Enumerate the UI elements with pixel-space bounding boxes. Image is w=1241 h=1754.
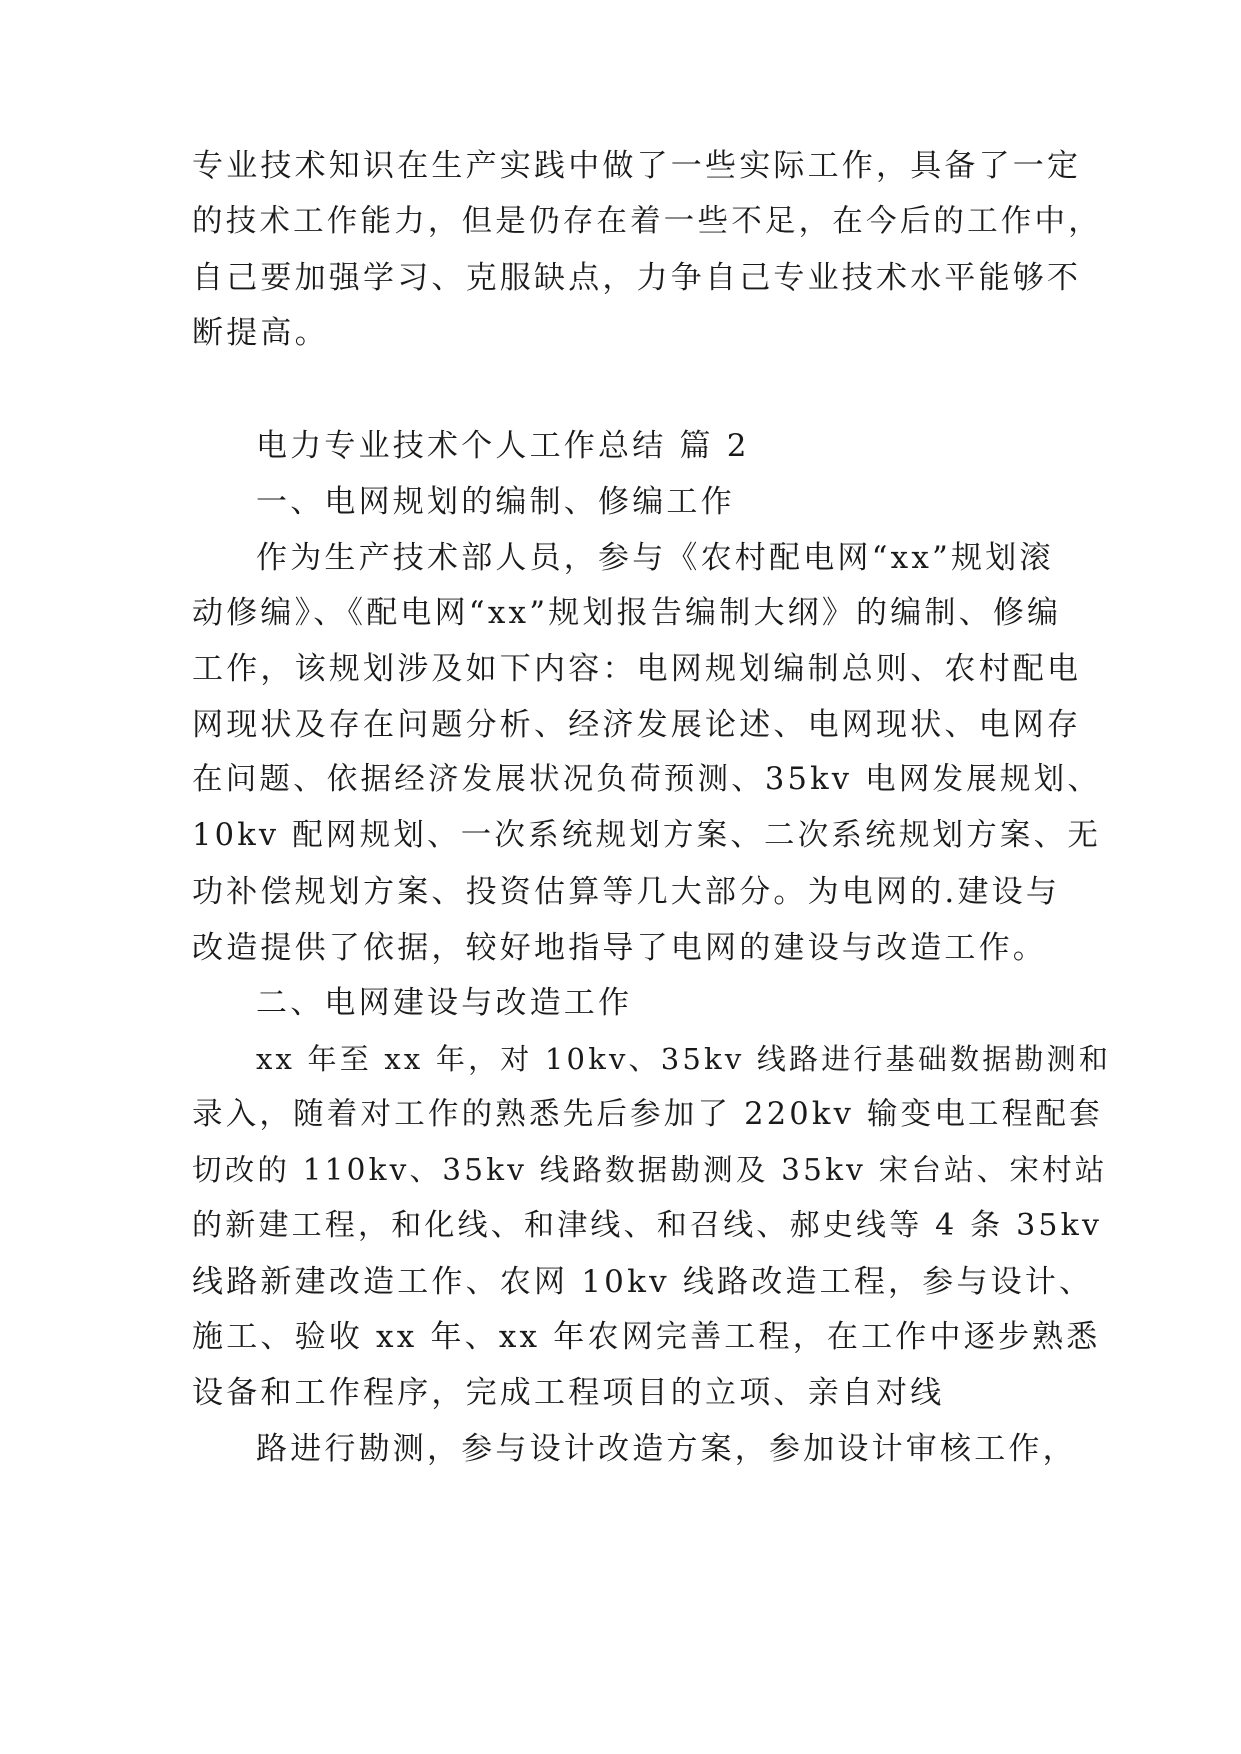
section-title: 电力专业技术个人工作总结 篇 2 <box>256 428 750 464</box>
paragraph-line: 的新建工程，和化线、和津线、和召线、郝史线等 4 条 35kv <box>192 1208 1103 1243</box>
paragraph-line: 自己要加强学习、克服缺点，力争自己专业技术水平能够不 <box>192 260 1082 296</box>
paragraph-line: 线路新建改造工作、农网 10kv 线路改造工程，参与设计、 <box>192 1264 1094 1300</box>
paragraph-line: 断提高。 <box>192 315 329 351</box>
paragraph-line: 改造提供了依据，较好地指导了电网的建设与改造工作。 <box>192 930 1047 966</box>
paragraph-line: 的技术工作能力，但是仍存在着一些不足，在今后的工作中， <box>192 204 1102 239</box>
paragraph-line: 路进行勘测，参与设计改造方案，参加设计审核工作， <box>256 1431 1077 1467</box>
paragraph-line: 专业技术知识在生产实践中做了一些实际工作，具备了一定 <box>192 148 1082 184</box>
paragraph-line: 录入，随着对工作的熟悉先后参加了 220kv 输变电工程配套 <box>192 1097 1103 1132</box>
paragraph-line: 设备和工作程序，完成工程项目的立项、亲自对线 <box>192 1375 945 1411</box>
paragraph-line: 10kv 配网规划、一次系统规划方案、二次系统规划方案、无 <box>192 818 1102 853</box>
paragraph-line: xx 年至 xx 年，对 10kv、35kv 线路进行基础数据勘测和 <box>256 1042 1112 1076</box>
paragraph-line: 作为生产技术部人员，参与《农村配电网“xx”规划滚 <box>256 540 1054 576</box>
paragraph-line: 动修编》、《配电网“xx”规划报告编制大纲》的编制、修编 <box>192 595 1062 631</box>
paragraph-line: 切改的 110kv、35kv 线路数据勘测及 35kv 宋台站、宋村站 <box>192 1153 1108 1187</box>
paragraph-line: 在问题、依据经济发展状况负荷预测、35kv 电网发展规划、 <box>192 762 1102 797</box>
section-heading: 二、电网建设与改造工作 <box>256 985 633 1021</box>
paragraph-line: 功补偿规划方案、投资估算等几大部分。为电网的.建设与 <box>192 874 1061 910</box>
paragraph-line: 施工、验收 xx 年、xx 年农网完善工程，在工作中逐步熟悉 <box>192 1319 1101 1355</box>
paragraph-line: 工作，该规划涉及如下内容：电网规划编制总则、农村配电 <box>192 651 1082 687</box>
section-heading: 一、电网规划的编制、修编工作 <box>256 484 735 520</box>
paragraph-line: 网现状及存在问题分析、经济发展论述、电网现状、电网存 <box>192 707 1082 743</box>
